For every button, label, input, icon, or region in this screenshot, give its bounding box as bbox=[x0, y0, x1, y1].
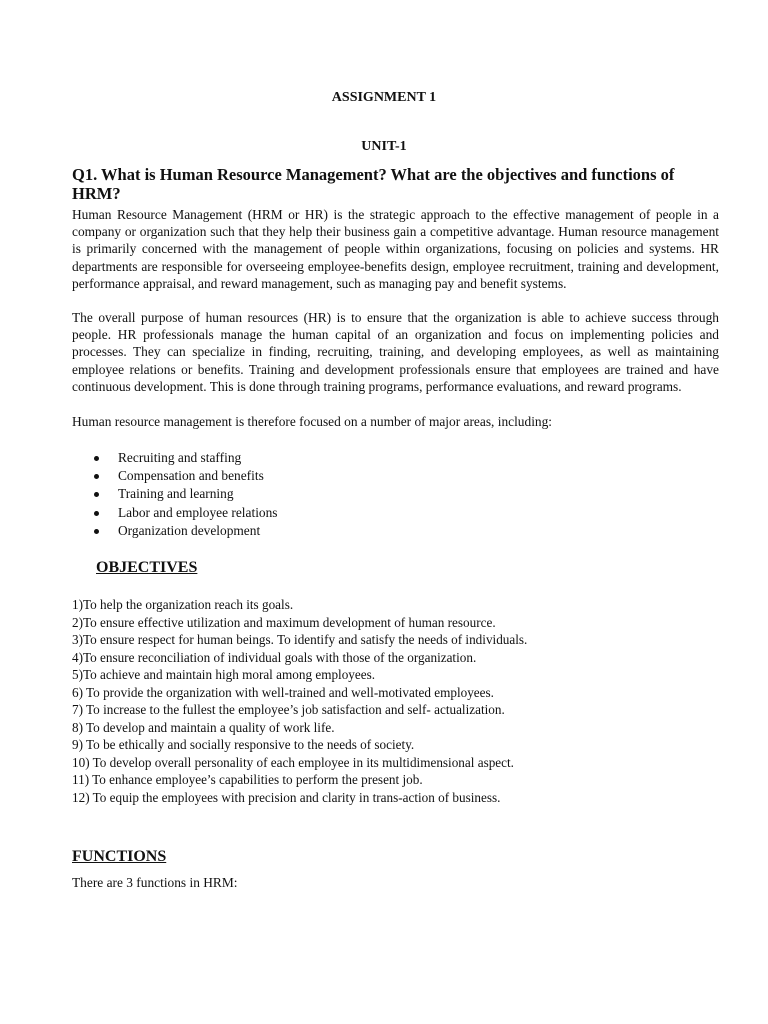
objective-item: 6) To provide the organization with well-trained and well-motivated employees. bbox=[72, 684, 494, 700]
paragraph-purpose: The overall purpose of human resources (HR) is to ensure that the organization is able to achieve success through people. HR professionals manage the human capital of an organization and focus on implementing policies and processes. They can specialize in finding, recruiting, training, and developing employees, as well as maintaining employee relations or benefits. Training and development professionals ensure that employees are trained and have continuous development. This is done through training programs, performance evaluations, and reward programs. bbox=[72, 310, 719, 394]
objectives-list bbox=[72, 596, 527, 806]
unit-title: UNIT-1 bbox=[361, 139, 407, 154]
major-areas-list bbox=[72, 449, 278, 540]
assignment-title: ASSIGNMENT 1 bbox=[331, 90, 437, 105]
list-item-text: Labor and employee relations bbox=[118, 504, 278, 520]
objective-item: 9) To be ethically and socially responsive to the needs of society. bbox=[72, 737, 415, 752]
objective-item: 10) To develop overall personality of each employee in its multidimensional aspect. bbox=[72, 754, 514, 770]
list-item-text: Training and learning bbox=[118, 486, 234, 502]
list-item-text: Recruiting and staffing bbox=[118, 450, 242, 465]
functions-heading: FUNCTIONS bbox=[72, 848, 167, 865]
bullet-icon bbox=[94, 492, 99, 497]
objective-item: 1)To help the organization reach its goals. bbox=[72, 597, 294, 612]
objective-item: 12) To equip the employees with precision and clarity in trans-action of business. bbox=[72, 789, 501, 805]
question-heading: Q1. What is Human Resource Management? What are the objectives and functions of HRM? bbox=[72, 165, 675, 203]
objective-item: 7) To increase to the fullest the employee’s job satisfaction and self- actualization. bbox=[72, 702, 505, 717]
bullet-icon bbox=[94, 474, 99, 479]
objective-item: 4)To ensure reconciliation of individual goals with those of the organization. bbox=[72, 649, 477, 665]
objective-item: 5)To achieve and maintain high moral among employees. bbox=[72, 667, 376, 682]
list-item-text: Organization development bbox=[118, 522, 261, 538]
functions-intro: There are 3 functions in HRM: bbox=[72, 875, 238, 890]
bullet-icon bbox=[94, 456, 99, 461]
paragraph-definition: Human Resource Management (HRM or HR) is the strategic approach to the effective management of people in a company or organization such that they help their business gain a competitive advantage. Human resource management is primarily concerned with the management of people within organizations, focusing on policies and systems. HR departments are responsible for overseeing employee-benefits design, employee recruitment, training and development, performance appraisal, and reward management, such as managing pay and benefit systems. bbox=[72, 207, 719, 291]
list-item bbox=[72, 522, 278, 540]
objective-item: 2)To ensure effective utilization and maximum development of human resource. bbox=[72, 614, 496, 630]
list-item bbox=[72, 467, 278, 485]
list-item bbox=[72, 485, 278, 503]
list-item-text: Compensation and benefits bbox=[118, 468, 264, 484]
bullet-icon bbox=[94, 529, 99, 534]
objective-item: 3)To ensure respect for human beings. To identify and satisfy the needs of individuals. bbox=[72, 632, 528, 647]
list-item bbox=[72, 504, 278, 522]
paragraph-areas-intro: Human resource management is therefore focused on a number of major areas, including: bbox=[72, 414, 553, 429]
objective-item: 11) To enhance employee’s capabilities to perform the present job. bbox=[72, 772, 423, 787]
list-item bbox=[72, 449, 278, 467]
objective-item: 8) To develop and maintain a quality of work life. bbox=[72, 719, 335, 735]
bullet-icon bbox=[94, 511, 99, 516]
objectives-heading: OBJECTIVES bbox=[96, 559, 198, 576]
